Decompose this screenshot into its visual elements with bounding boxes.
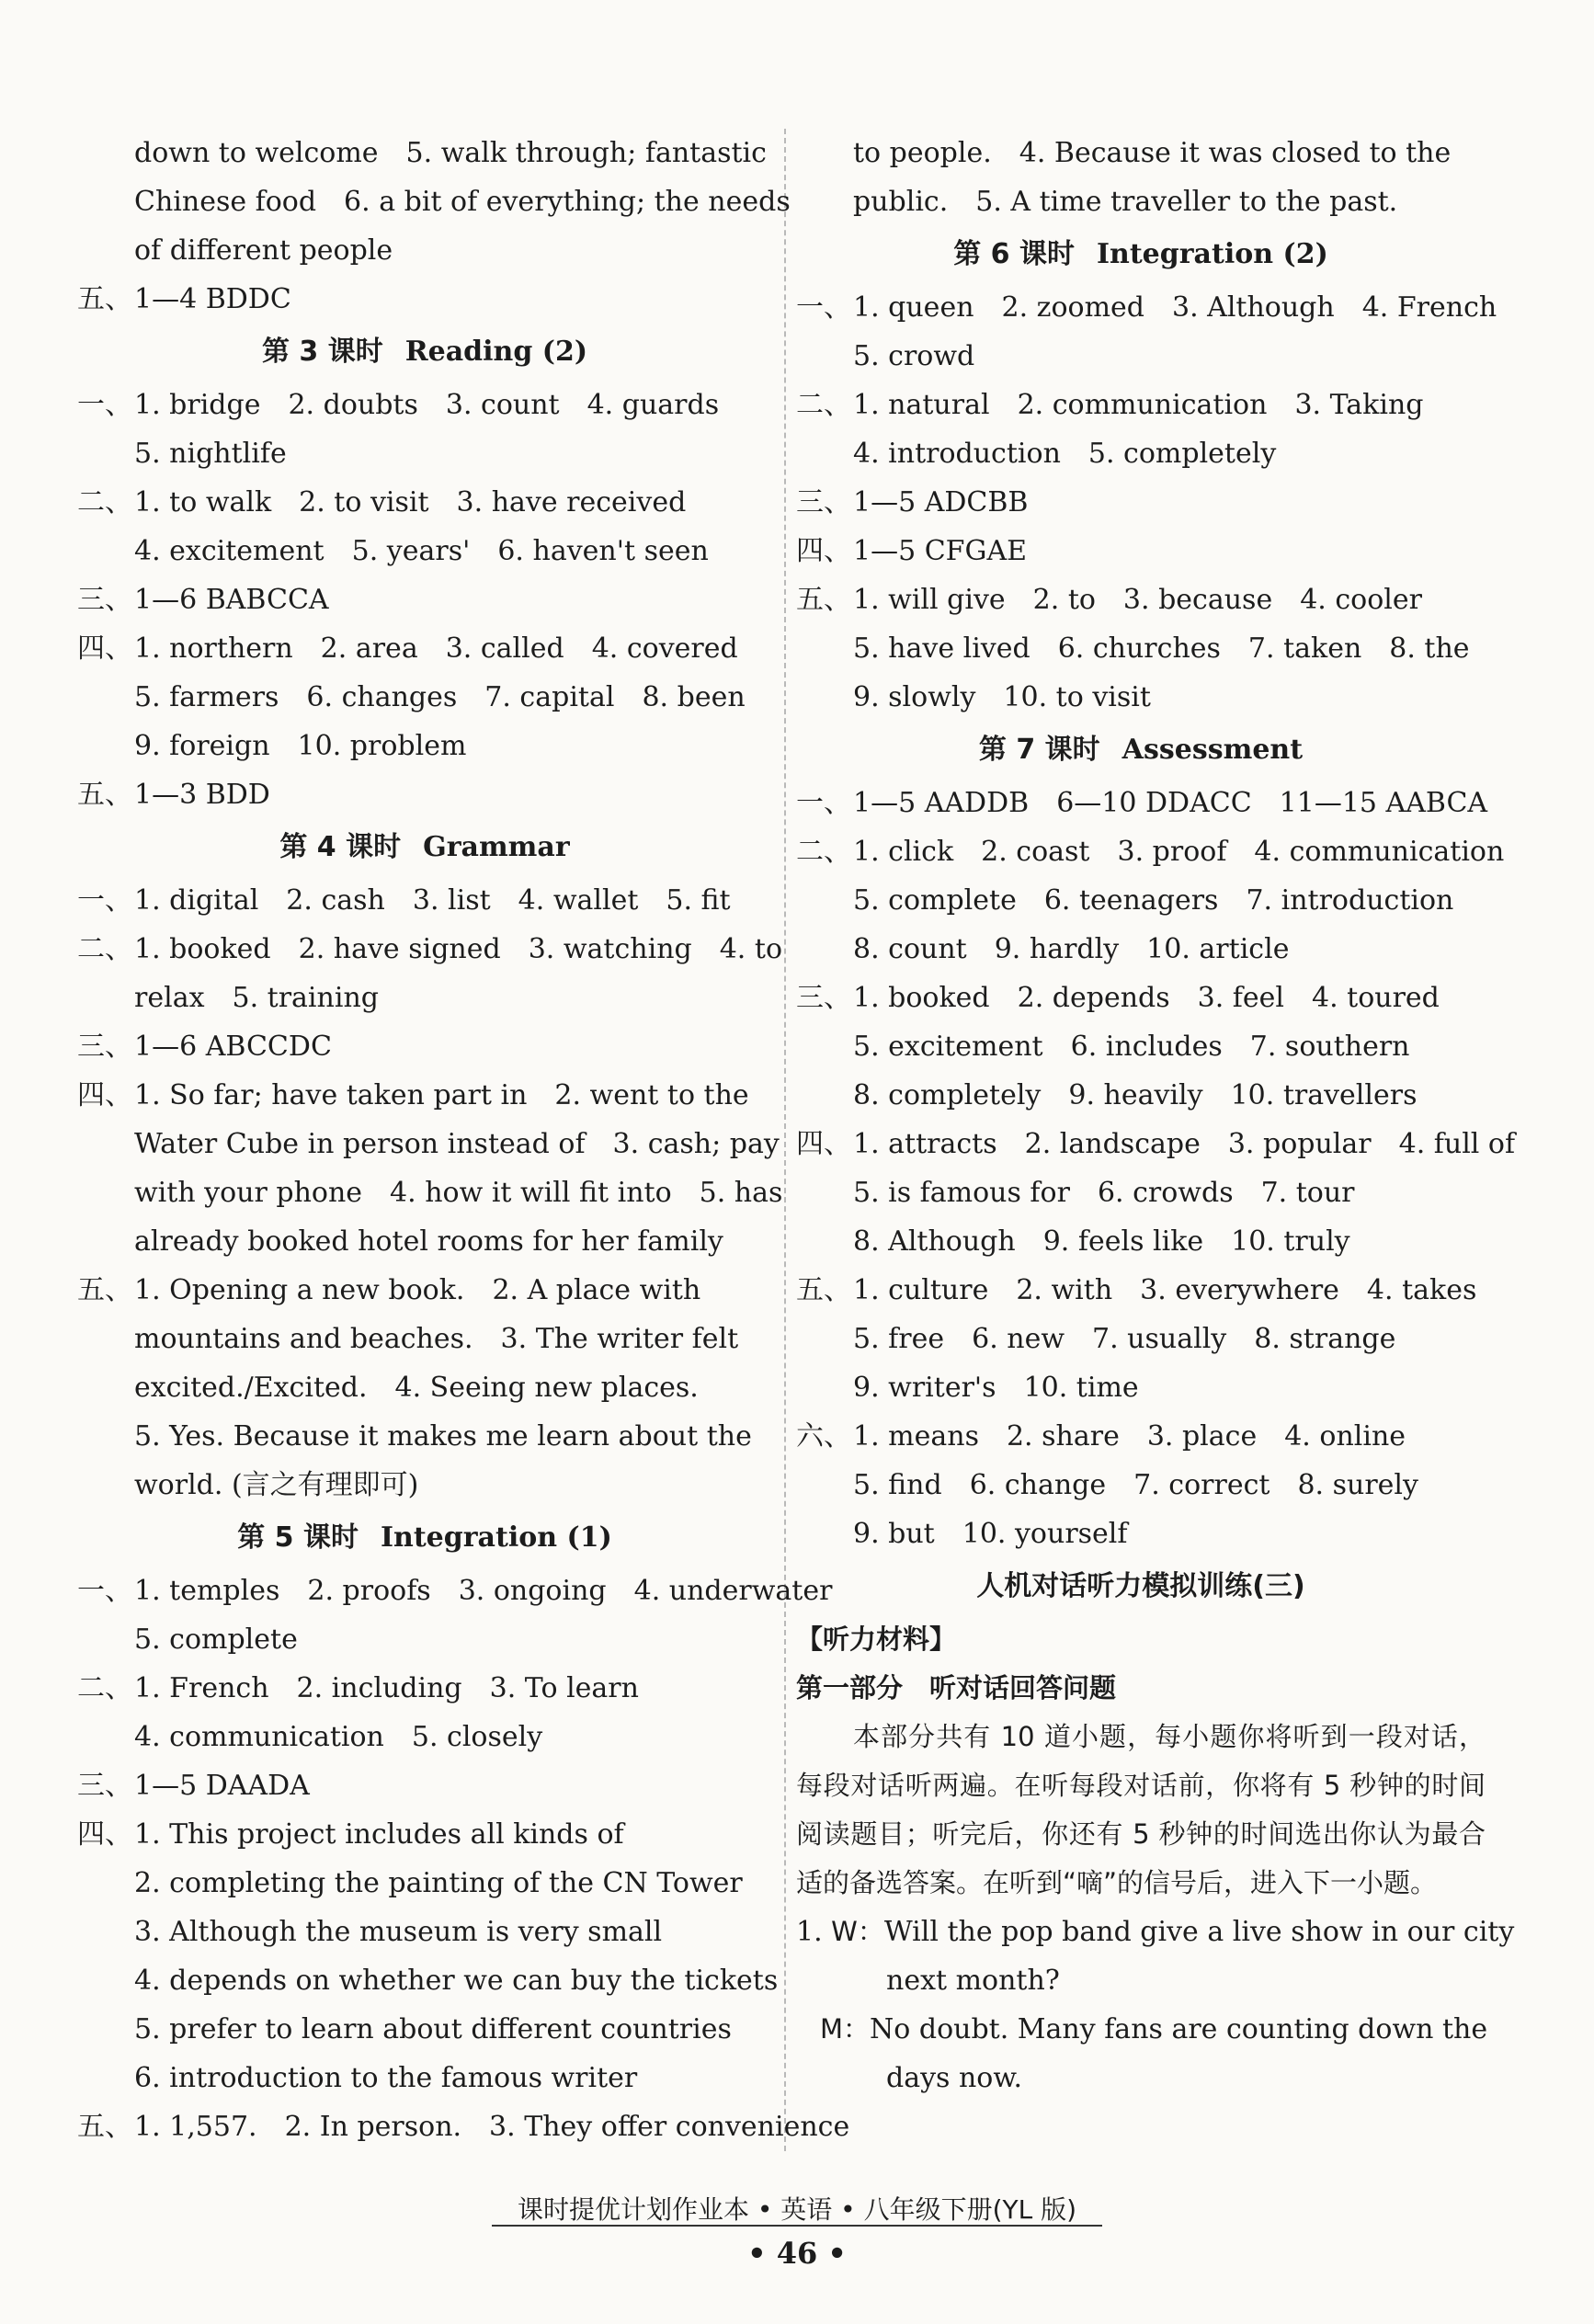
answer-continuation: 9. but 10. yourself (853, 1518, 1128, 1550)
answer-line (77, 925, 782, 974)
answer-text: 1—5 AADDB 6—10 DDACC 11—15 AABCA (853, 787, 1488, 819)
section-label: 五、 (77, 283, 132, 315)
answer-continuation: 2. completing the painting of the CN Tower (134, 1867, 743, 1899)
section-label: 二、 (77, 933, 132, 965)
answer-text: 1—6 ABCCDC (134, 1031, 332, 1063)
answer-continuation: excited./Excited. 4. Seeing new places. (134, 1372, 699, 1404)
section-label: 一、 (77, 884, 132, 917)
dialogue-m (796, 2005, 1486, 2054)
answer-line (77, 1761, 772, 1810)
listening-material-label: 【听力材料】 (796, 1623, 957, 1655)
answer-line (77, 575, 772, 624)
answer-line (77, 770, 772, 819)
answer-continuation: 5. prefer to learn about different countries (134, 2013, 732, 2045)
answer-text: 1. natural 2. communication 3. Taking (853, 389, 1424, 421)
answer-line (77, 381, 772, 429)
answer-text: 1. to walk 2. to visit 3. have received (134, 486, 687, 518)
left-column (77, 129, 850, 2151)
lesson-title: Assessment (1121, 734, 1304, 766)
answer-continuation: public. 5. A time traveller to the past. (853, 186, 1398, 218)
section-label: 一、 (77, 1575, 132, 1607)
answer-line (77, 1664, 772, 1713)
answer-continuation: 5. Yes. Because it makes me learn about the (134, 1420, 752, 1452)
answer-text: 1. temples 2. proofs 3. ongoing 4. underwater (134, 1575, 833, 1607)
listening-title: 人机对话听力模拟训练(三) (976, 1570, 1305, 1602)
answer-continuation: 8. Although 9. feels like 10. truly (853, 1225, 1350, 1258)
dialogue-w (796, 1908, 1515, 1956)
speaker-m-label: M： (820, 2013, 871, 2045)
answer-text: 1—5 CFGAE (853, 535, 1028, 567)
answer-line (77, 275, 772, 324)
speaker-w-line2: next month? (886, 1965, 1060, 1997)
section-label: 三、 (796, 982, 851, 1014)
answer-text: 1. This project includes all kinds of (134, 1818, 624, 1851)
answer-line (77, 1266, 772, 1315)
section-label: 三、 (77, 584, 132, 616)
lesson-heading (77, 1509, 772, 1566)
lesson-heading (77, 819, 772, 876)
answer-line (796, 1120, 1516, 1168)
answer-line (77, 876, 772, 925)
answer-line (796, 1266, 1486, 1315)
lesson-title: Integration (2) (1096, 238, 1328, 270)
answer-continuation: 9. writer's 10. time (853, 1372, 1139, 1404)
lesson-number: 第 5 课时 (237, 1521, 359, 1554)
lesson-title: Reading (2) (404, 336, 588, 368)
answer-line (796, 779, 1486, 827)
right-column (796, 129, 1516, 2102)
section-label: 三、 (77, 1031, 132, 1063)
column-divider (784, 129, 786, 2151)
answer-continuation: 5. complete (134, 1623, 298, 1656)
answer-continuation: 5. is famous for 6. crowds 7. tour (853, 1177, 1355, 1209)
answer-line (77, 478, 772, 527)
answer-continuation: 5. excitement 6. includes 7. southern (853, 1031, 1410, 1063)
section-label: 五、 (77, 779, 132, 811)
lesson-title: Grammar (423, 831, 570, 863)
answer-line (77, 1071, 772, 1120)
lesson-number: 第 4 课时 (279, 831, 402, 863)
answer-line (796, 283, 1497, 332)
answer-line (77, 1810, 772, 1859)
section-label: 四、 (77, 1818, 132, 1851)
answer-continuation: 5. nightlife (134, 438, 287, 470)
listening-part-label: 第一部分 听对话回答问题 (796, 1672, 1117, 1703)
speaker-w-line1: Will the pop band give a live show in our city (883, 1916, 1515, 1948)
section-label: 四、 (77, 632, 132, 665)
answer-continuation: Chinese food 6. a bit of everything; the needs (134, 186, 791, 218)
lesson-title: Integration (1) (380, 1521, 612, 1554)
answer-continuation: already booked hotel rooms for her family (134, 1225, 723, 1258)
answer-text: 1. booked 2. have signed 3. watching 4. to (134, 933, 782, 965)
answer-continuation: of different people (134, 234, 393, 267)
answer-line (796, 527, 1486, 575)
answer-continuation: 9. foreign 10. problem (134, 730, 467, 762)
answer-continuation: mountains and beaches. 3. The writer felt (134, 1323, 739, 1355)
answer-continuation: 8. completely 9. heavily 10. travellers (853, 1079, 1418, 1111)
answer-text: 1. culture 2. with 3. everywhere 4. takes (853, 1274, 1477, 1306)
answer-continuation: with your phone 4. how it will fit into 5. has (134, 1177, 783, 1209)
answer-text: 1—3 BDD (134, 779, 270, 811)
section-label: 四、 (77, 1079, 132, 1111)
section-label: 五、 (77, 1274, 132, 1306)
section-label: 一、 (796, 291, 851, 324)
answer-line (77, 624, 772, 673)
answer-line (796, 827, 1505, 876)
answer-continuation: 9. slowly 10. to visit (853, 681, 1151, 713)
section-label: 二、 (77, 1672, 132, 1704)
answer-line (796, 381, 1486, 429)
speaker-w-label: W： (831, 1916, 884, 1947)
answer-continuation: 4. depends on whether we can buy the tickets (134, 1965, 779, 1997)
lesson-number: 第 7 课时 (978, 734, 1100, 766)
answer-continuation: 5. have lived 6. churches 7. taken 8. the (853, 632, 1470, 665)
answer-line (796, 1412, 1486, 1461)
section-label: 二、 (77, 486, 132, 518)
section-label: 五、 (77, 2111, 132, 2143)
listening-instructions: 本部分共有 10 道小题，每小题你将听到一段对话，每段对话听两遍。在听每段对话前，你将有 5 秒钟的时间阅读题目；听完后，你还有 5 秒钟的时间选出你认为最合适的备选答案。在听到“嘀”的信号后，进入下一小题。 (796, 1721, 1486, 1898)
answer-text: 1. bridge 2. doubts 3. count 4. guards (134, 389, 720, 421)
answer-text: 1. northern 2. area 3. called 4. covered (134, 632, 738, 665)
answer-text: 1—6 BABCCA (134, 584, 329, 616)
answer-continuation: 8. count 9. hardly 10. article (853, 933, 1290, 965)
answer-continuation: 5. crowd (853, 340, 975, 372)
answer-continuation: 4. introduction 5. completely (853, 438, 1277, 470)
answer-continuation: relax 5. training (134, 982, 379, 1014)
answer-text: 1—4 BDDC (134, 283, 291, 315)
section-label: 四、 (796, 1128, 851, 1160)
answer-text: 1. attracts 2. landscape 3. popular 4. full of (853, 1128, 1516, 1160)
section-label: 六、 (796, 1420, 851, 1452)
question-number: 1. (796, 1916, 823, 1948)
answer-text: 1. booked 2. depends 3. feel 4. toured (853, 982, 1440, 1014)
answer-text: 1—5 DAADA (134, 1770, 310, 1802)
answer-text: 1. Opening a new book. 2. A place with (134, 1274, 701, 1306)
answer-continuation: 5. free 6. new 7. usually 8. strange (853, 1323, 1396, 1355)
answer-text: 1. French 2. including 3. To learn (134, 1672, 639, 1704)
answer-continuation: world. (言之有理即可) (134, 1469, 419, 1501)
answer-continuation: to people. 4. Because it was closed to the (853, 137, 1452, 169)
section-label: 三、 (77, 1770, 132, 1802)
section-label: 三、 (796, 486, 851, 518)
answer-line (77, 2102, 850, 2151)
answer-continuation: Water Cube in person instead of 3. cash; pay (134, 1128, 780, 1160)
footer-series: 课时提优计划作业本 • 英语 • 八年级下册(YL 版) (517, 2194, 1077, 2225)
lesson-heading (796, 226, 1486, 283)
answer-line (77, 1022, 772, 1071)
section-label: 二、 (796, 389, 851, 421)
lesson-heading (796, 722, 1486, 779)
answer-line (796, 974, 1486, 1022)
section-label: 一、 (77, 389, 132, 421)
answer-continuation: 5. complete 6. teenagers 7. introduction (853, 884, 1454, 917)
answer-continuation: 5. farmers 6. changes 7. capital 8. been (134, 681, 746, 713)
footer-rule (492, 2225, 1102, 2227)
answer-text: 1. 1,557. 2. In person. 3. They offer convenience (134, 2111, 850, 2143)
answer-line (796, 478, 1486, 527)
section-label: 二、 (796, 836, 851, 868)
answer-line (77, 1566, 833, 1615)
answer-continuation: 6. introduction to the famous writer (134, 2062, 638, 2094)
answer-continuation: 4. communication 5. closely (134, 1721, 543, 1753)
speaker-m-line2: days now. (886, 2062, 1023, 2094)
page-number: • 46 • (747, 2236, 847, 2271)
section-label: 一、 (796, 787, 851, 819)
lesson-heading (77, 324, 772, 381)
answer-text: 1. click 2. coast 3. proof 4. communication (853, 836, 1505, 868)
lesson-number: 第 6 课时 (953, 238, 1075, 270)
right-answers (796, 129, 1516, 1558)
answer-text: 1. means 2. share 3. place 4. online (853, 1420, 1406, 1452)
answer-continuation: down to welcome 5. walk through; fantastic (134, 137, 767, 169)
section-label: 五、 (796, 1274, 851, 1306)
answer-text: 1—5 ADCBB (853, 486, 1029, 518)
speaker-m-line1: No doubt. Many fans are counting down the (870, 2013, 1488, 2045)
answer-continuation: 4. excitement 5. years' 6. haven't seen (134, 535, 709, 567)
answer-text: 1. digital 2. cash 3. list 4. wallet 5. fit (134, 884, 731, 917)
section-label: 五、 (796, 584, 851, 616)
lesson-number: 第 3 课时 (261, 336, 383, 368)
section-label: 四、 (796, 535, 851, 567)
answer-text: 1. will give 2. to 3. because 4. cooler (853, 584, 1422, 616)
answer-text: 1. queen 2. zoomed 3. Although 4. French (853, 291, 1497, 324)
answer-line (796, 575, 1486, 624)
answer-continuation: 5. find 6. change 7. correct 8. surely (853, 1469, 1418, 1501)
answer-continuation: 3. Although the museum is very small (134, 1916, 663, 1948)
answer-text: 1. So far; have taken part in 2. went to the (134, 1079, 749, 1111)
